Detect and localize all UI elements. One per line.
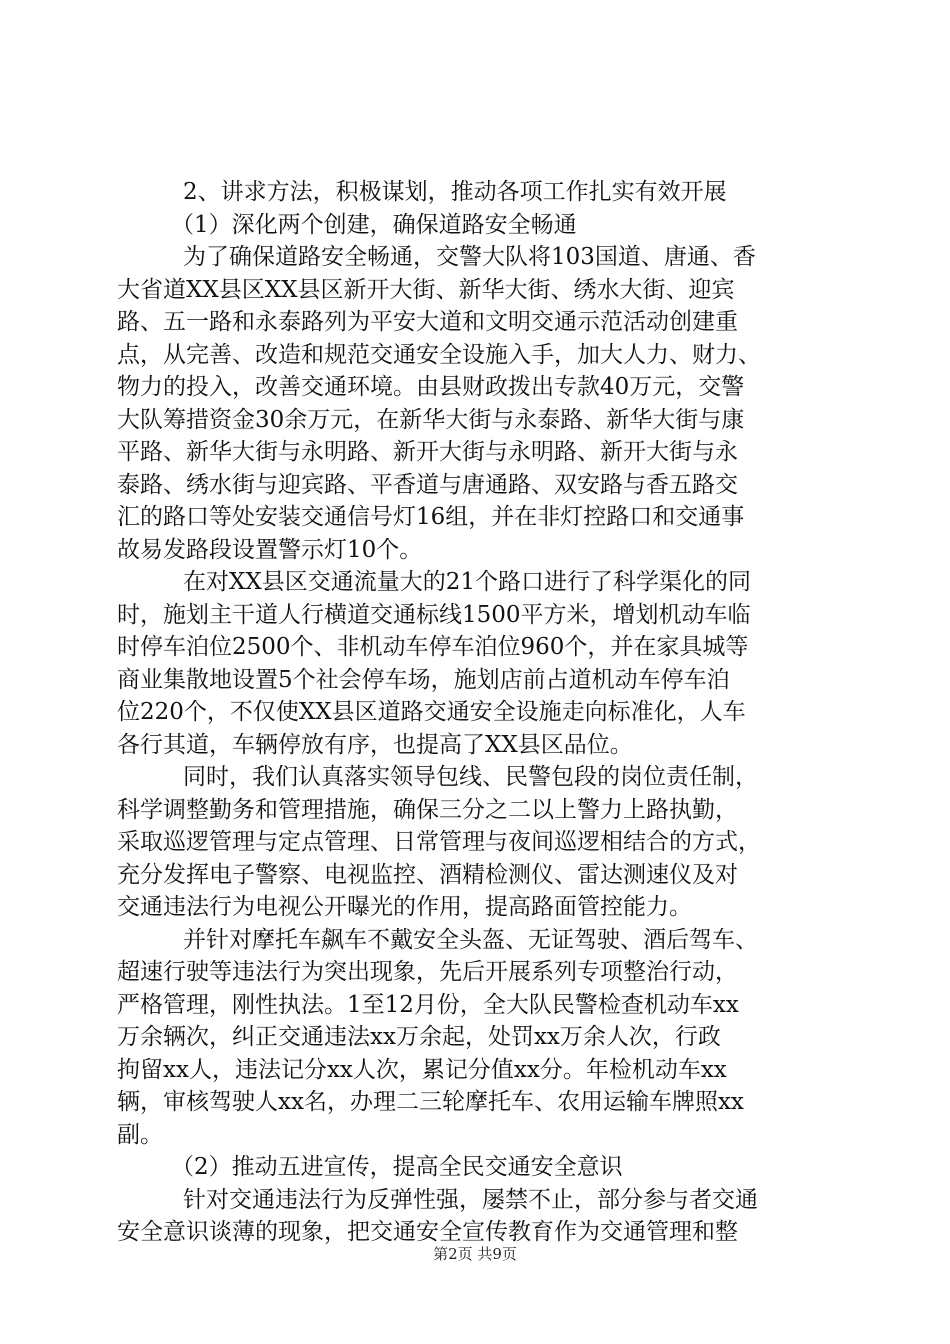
text-line: 各行其道，车辆停放有序，也提高了XX县区品位。: [117, 731, 633, 758]
document-body: [117, 176, 852, 1249]
text-line: 商业集散地设置5个社会停车场，施划店前占道机动车停车泊: [117, 666, 730, 693]
text-line: 路、五一路和永泰路列为平安大道和文明交通示范活动创建重: [117, 309, 738, 335]
text-line: 超速行驶等违法行为突出现象，先后开展系列专项整治行动，: [117, 959, 738, 985]
text-line: 汇的路口等处安装交通信号灯16组，并在非灯控路口和交通事: [117, 504, 745, 530]
text-line: 大省道XX县区XX县区新开大街、新华大街、绣水大街、迎宾: [117, 276, 735, 303]
text-line: 在对XX县区交通流量大的21个路口进行了科学渠化的同: [183, 569, 752, 595]
text-line: （1）深化两个创建，确保道路安全畅通: [171, 211, 577, 238]
text-line: 交通违法行为电视公开曝光的作用，提高路面管控能力。: [117, 894, 692, 920]
text-line: 严格管理，刚性执法。1至12月份，全大队民警检查机动车xx: [117, 991, 739, 1018]
text-line: 辆，审核驾驶人xx名，办理二三轮摩托车、农用运输车牌照xx: [117, 1089, 744, 1115]
text-line: 同时，我们认真落实领导包线、民警包段的岗位责任制，: [183, 764, 758, 790]
text-line: 泰路、绣水街与迎宾路、平香道与唐通路、双安路与香五路交: [117, 471, 738, 498]
text-line: 2、讲求方法，积极谋划，推动各项工作扎实有效开展: [183, 179, 727, 205]
text-line: （2）推动五进宣传，提高全民交通安全意识: [171, 1154, 623, 1180]
text-line: 针对交通违法行为反弹性强，屡禁不止，部分参与者交通: [183, 1186, 758, 1213]
text-line: 并针对摩托车飙车不戴安全头盔、无证驾驶、酒后驾车、: [183, 926, 758, 953]
text-line: 时停车泊位2500个、非机动车停车泊位960个，并在家具城等: [117, 634, 749, 660]
text-line: 故易发路段设置警示灯10个。: [117, 536, 423, 563]
text-line: 大队筹措资金30余万元，在新华大街与永泰路、新华大街与康: [117, 406, 745, 433]
text-line: 采取巡逻管理与定点管理、日常管理与夜间巡逻相结合的方式，: [117, 829, 761, 855]
page-footer: 第2页 共9页: [433, 1245, 517, 1263]
text-line: 位220个，不仅使XX县区道路交通安全设施走向标准化，人车: [117, 699, 746, 725]
text-line: 为了确保道路安全畅通，交警大队将103国道、唐通、香: [183, 244, 756, 270]
text-line: 万余辆次，纠正交通违法xx万余起，处罚xx万余人次，行政: [117, 1024, 721, 1050]
text-line: 充分发挥电子警察、电视监控、酒精检测仪、雷达测速仪及对: [117, 861, 738, 888]
text-line: 拘留xx人，违法记分xx人次，累记分值xx分。年检机动车xx: [117, 1056, 727, 1083]
text-line: 平路、新华大街与永明路、新开大街与永明路、新开大街与永: [117, 439, 738, 465]
text-line: 副。: [117, 1121, 163, 1148]
text-line: 点，从完善、改造和规范交通安全设施入手，加大人力、财力、: [117, 341, 761, 368]
text-line: 时，施划主干道人行横道交通标线1500平方米，增划机动车临: [117, 601, 751, 628]
text-line: 科学调整勤务和管理措施，确保三分之二以上警力上路执勤，: [117, 796, 738, 823]
text-line: 物力的投入，改善交通环境。由县财政拨出专款40万元，交警: [117, 374, 745, 400]
text-line: 安全意识谈薄的现象，把交通安全宣传教育作为交通管理和整: [117, 1219, 738, 1245]
